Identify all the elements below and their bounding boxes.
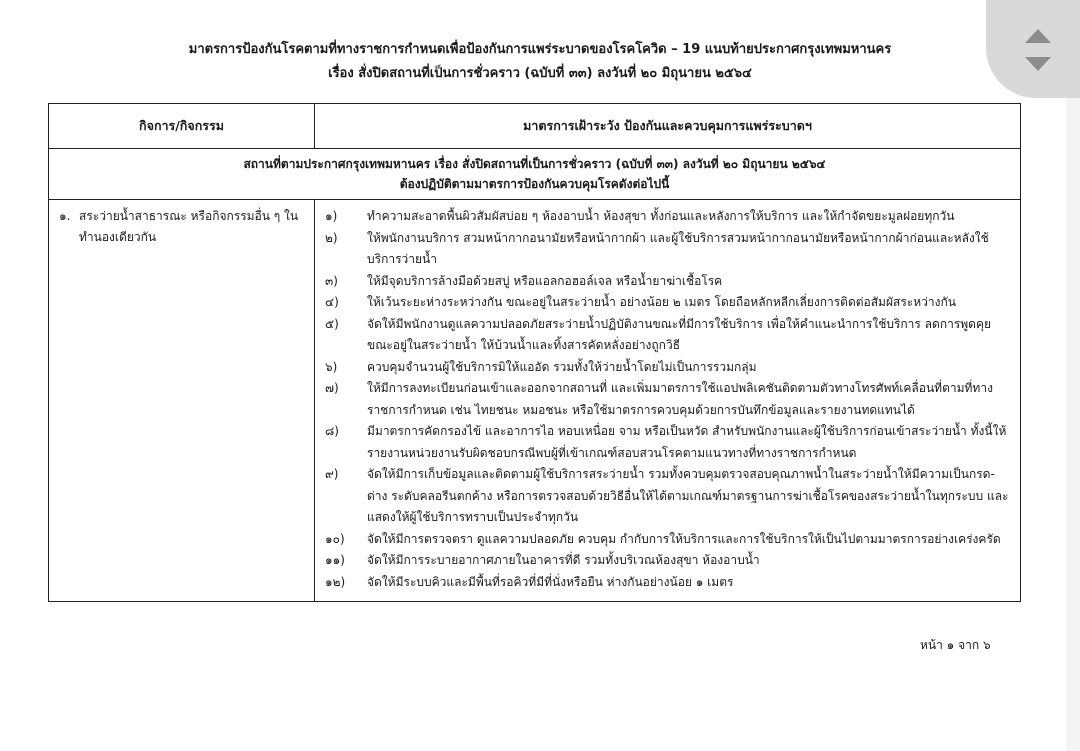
item-number: ๑๐) [325,531,345,546]
item-number: ๘) [325,424,339,438]
item-number: ๑๒) [325,574,346,589]
list-item [325,550,1012,572]
list-item [325,378,1012,421]
item-number: ๔) [325,295,339,309]
table-header-row [49,104,1021,149]
scrollbar-track[interactable] [1066,98,1080,751]
page-scroll-control [986,0,1080,98]
item-text: จัดให้มีการเก็บข้อมูลและติดตามผู้ใช้บริการสระว่ายน้ำ รวมทั้งควบคุมตรวจสอบคุณภาพน้ำในสระว่ายน้ำให้มีความเป็นกรด-ด่าง ระดับคลอรีนตกค้าง หรือการตรวจสอบด้วยวิธีอื่นให้ได้ตามเกณฑ์มาตรฐานการฆ่าเชื้อโรคของสระว่ายน้ำในทุกระบบ และแสดงให้ผู้ใช้บริการทราบเป็นประจำทุกวัน [367,467,1009,524]
column-header-measures: มาตรการเฝ้าระวัง ป้องกันและควบคุมการแพร่ระบาดฯ [315,104,1021,149]
section-heading-line2: ต้องปฏิบัติตามมาตรการป้องกันควบคุมโรคดังต่อไปนี้ [399,177,670,191]
item-number: ๙) [325,467,339,481]
item-text: มีมาตรการคัดกรองไข้ และอาการไอ หอบเหนื่อย จาม หรือเป็นหวัด สำหรับพนักงานและผู้ใช้บริการก่อนเข้าสระว่ายน้ำ ทั้งนี้ให้รายงานหน่วยงานรับผิดชอบกรณีพบผู้ที่เข้าเกณฑ์สอบสวนโรคตามแนวทางที่ทางราชการกำหนด [367,424,1007,460]
item-number: ๕) [325,316,339,331]
item-text: ควบคุมจำนวนผู้ใช้บริการมิให้แออัด รวมทั้งให้ว่ายน้ำโดยไม่เป็นการรวมกลุ่ม [367,359,757,374]
item-text: จัดให้มีระบบคิวและมีพื้นที่รอคิวที่มีที่นั่งหรือยืน ห่างกันอย่างน้อย ๑ เมตร [367,574,734,589]
document-title-line1: มาตรการป้องกันโรคตามที่ทางราชการกำหนดเพื่อป้องกันการแพร่ระบาดของโรคโควิด – 19 แนบท้ายประกาศกรุงเทพมหานคร [188,42,892,57]
item-text: ให้มีการลงทะเบียนก่อนเข้าและออกจากสถานที่ และเพิ่มมาตรการใช้แอปพลิเคชันติดตามตัวทางโทรศัพท์เคลื่อนที่ตามที่ทางราชการกำหนด เช่น ไทยชนะ หมอชนะ หรือใช้มาตรการควบคุมด้วยการบันทึกข้อมูลและรายงานทดแทนได้ [367,381,993,417]
measures-cell [315,200,1021,602]
list-item [325,271,1012,293]
item-text: ให้มีจุดบริการล้างมือด้วยสบู่ หรือแอลกอฮอล์เจล หรือน้ำยาฆ่าเชื้อโรค [367,273,723,288]
column-header-activity: กิจการ/กิจกรรม [49,104,315,149]
item-number: ๖) [325,359,338,374]
item-number: ๑๑) [325,553,345,567]
list-item [325,228,1012,271]
list-item [325,572,1012,594]
measures-table [48,103,1021,602]
chevron-up-icon[interactable] [1024,28,1052,44]
item-text: จัดให้มีพนักงานดูแลความปลอดภัยสระว่ายน้ำปฏิบัติงานขณะที่มีการใช้บริการ เพื่อให้คำแนะนำการใช้บริการ ลดการพูดคุยขณะอยู่ในสระว่ายน้ำ ให้บ้วนน้ำและทิ้งสารคัดหลั่งอย่างถูกวิธี [367,316,992,352]
section-heading [49,149,1021,200]
item-text: จัดให้มีการตรวจตรา ดูแลความปลอดภัย ควบคุม กำกับการให้บริการและการใช้บริการให้เป็นไปตามมาตรการอย่างเคร่งครัด [367,531,1001,546]
item-text: จัดให้มีการระบายอากาศภายในอาคารที่ดี รวมทั้งบริเวณห้องสุขา ห้องอาบน้ำ [367,553,760,567]
item-number: ๓) [325,273,338,288]
list-item [325,314,1012,357]
item-text: ให้พนักงานบริการ สวมหน้ากากอนามัยหรือหน้ากากผ้า และผู้ใช้บริการสวมหน้ากากอนามัยหรือหน้ากากผ้าก่อนและหลังใช้บริการว่ายน้ำ [367,230,989,266]
section-row [49,149,1021,200]
item-number: ๑) [325,209,338,223]
list-item [325,421,1012,464]
activity-text: สระว่ายน้ำสาธารณะ หรือกิจกรรมอื่น ๆ ในทำนองเดียวกัน [79,209,299,244]
activity-cell [49,200,315,602]
list-item [325,292,1012,314]
section-heading-line1: สถานที่ตามประกาศกรุงเทพมหานคร เรื่อง สั่งปิดสถานที่เป็นการชั่วคราว (ฉบับที่ ๓๓) ลงวันที่ ๒๐ มิถุนายน ๒๕๖๔ [243,157,826,171]
item-text: ทำความสะอาดพื้นผิวสัมผัสบ่อย ๆ ห้องอาบน้ำ ห้องสุขา ทั้งก่อนและหลังการให้บริการ และให้กำจัดขยะมูลฝอยทุกวัน [367,209,955,223]
list-item [325,464,1012,529]
item-number: ๗) [325,381,339,395]
item-text: ให้เว้นระยะห่างระหว่างกัน ขณะอยู่ในสระว่ายน้ำ อย่างน้อย ๒ เมตร โดยถือหลักหลีกเลี่ยงการติดต่อสัมผัสระหว่างกัน [367,295,956,309]
activity-number: ๑. [59,209,71,223]
list-item [325,529,1012,551]
table-row [49,200,1021,602]
document-title-line2: เรื่อง สั่งปิดสถานที่เป็นการชั่วคราว (ฉบับที่ ๓๓) ลงวันที่ ๒๐ มิถุนายน ๒๕๖๔ [328,66,752,81]
chevron-down-icon[interactable] [1024,56,1052,72]
page-number: หน้า ๑ จาก ๖ [920,638,991,652]
list-item [325,206,1012,228]
list-item [325,357,1012,379]
item-number: ๒) [325,230,338,245]
